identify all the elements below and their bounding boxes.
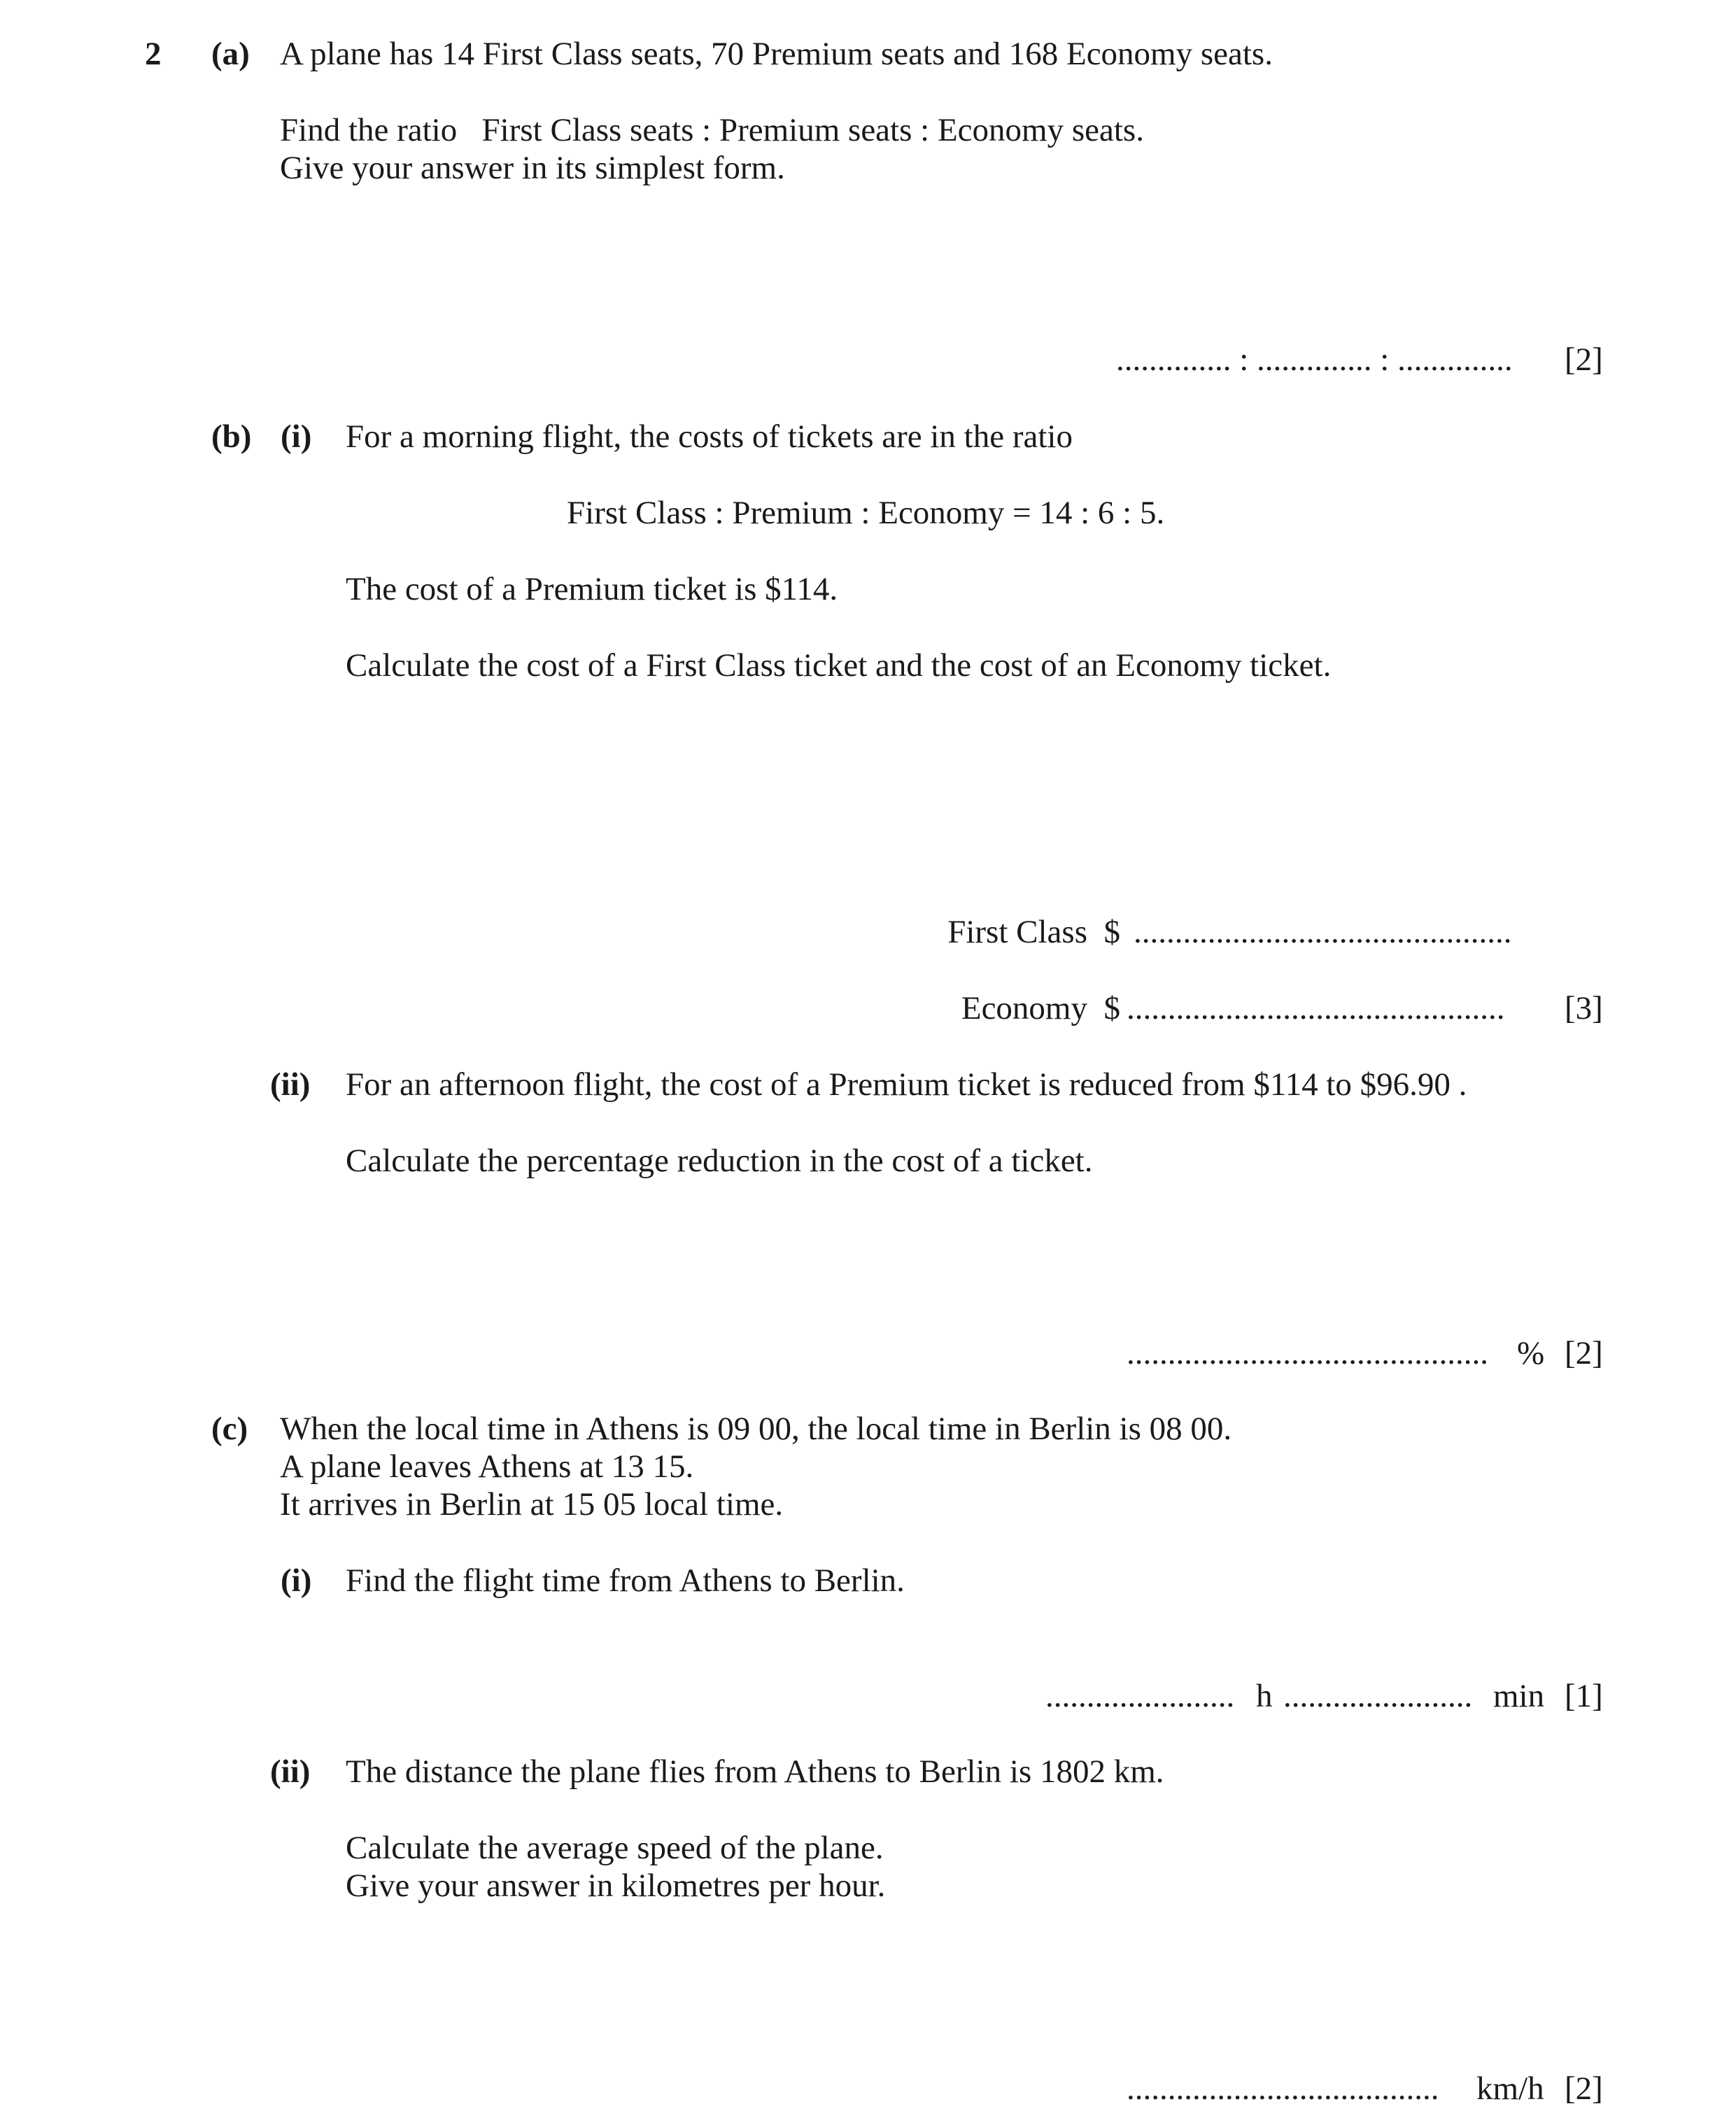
part-b-i-text-3: Calculate the cost of a First Class ticket and the cost of an Economy ticket. bbox=[346, 647, 1332, 684]
part-c-ii-marks: [2] bbox=[1565, 2070, 1603, 2107]
part-c-i-label: (i) bbox=[281, 1562, 312, 1599]
part-b-ii-text-1: For an afternoon flight, the cost of a Premium ticket is reduced from $114 to $96.90 . bbox=[346, 1066, 1467, 1103]
first-class-answer-line[interactable]: .............................................. bbox=[1134, 914, 1512, 950]
part-c-i-hours-unit: h bbox=[1256, 1678, 1273, 1714]
part-c-i-marks: [1] bbox=[1565, 1678, 1603, 1714]
part-c-ii-text-2: Calculate the average speed of the plane. bbox=[346, 1830, 884, 1866]
part-b-i-marks: [3] bbox=[1565, 990, 1603, 1026]
economy-answer-line[interactable]: .............................................. bbox=[1127, 990, 1505, 1026]
part-c-text-2: A plane leaves Athens at 13 15. bbox=[280, 1448, 694, 1485]
part-a-marks: [2] bbox=[1565, 341, 1603, 378]
part-b-ii-text-2: Calculate the percentage reduction in the cost of a ticket. bbox=[346, 1143, 1093, 1179]
part-c-ii-unit: km/h bbox=[1476, 2070, 1544, 2107]
part-b-i-text-2: The cost of a Premium ticket is $114. bbox=[346, 571, 838, 607]
part-b-ii-answer-line[interactable]: ............................................ bbox=[1127, 1335, 1488, 1371]
part-a-text-3: Give your answer in its simplest form. bbox=[280, 150, 785, 186]
part-c-ii-answer-line[interactable]: ...................................... bbox=[1127, 2070, 1439, 2107]
first-class-answer-label: First Class $ bbox=[947, 914, 1120, 950]
part-b-ii-unit: % bbox=[1517, 1335, 1545, 1371]
part-b-ii-label: (ii) bbox=[270, 1066, 311, 1103]
part-a-answer-line[interactable]: .............. : .............. : .............. bbox=[1116, 341, 1513, 378]
part-c-i-minutes-unit: min bbox=[1493, 1678, 1545, 1714]
part-c-ii-text-3: Give your answer in kilometres per hour. bbox=[346, 1868, 886, 1904]
part-b-i-ratio: First Class : Premium : Economy = 14 : 6 : 5. bbox=[567, 495, 1165, 531]
part-c-text-3: It arrives in Berlin at 15 05 local time. bbox=[280, 1486, 784, 1523]
part-c-i-hours-line[interactable]: ....................... bbox=[1045, 1678, 1235, 1714]
part-c-i-text-1: Find the flight time from Athens to Berlin. bbox=[346, 1562, 905, 1599]
part-c-ii-text-1: The distance the plane flies from Athens to Berlin is 1802 km. bbox=[346, 1753, 1164, 1790]
part-b-ii-marks: [2] bbox=[1565, 1335, 1603, 1371]
part-b-i-text-1: For a morning flight, the costs of tickets are in the ratio bbox=[346, 418, 1073, 455]
part-a-text-2: Find the ratio First Class seats : Premium seats : Economy seats. bbox=[280, 112, 1144, 148]
part-c-label: (c) bbox=[211, 1411, 248, 1447]
part-b-i-label: (i) bbox=[281, 418, 312, 455]
part-c-text-1: When the local time in Athens is 09 00, the local time in Berlin is 08 00. bbox=[280, 1411, 1232, 1447]
part-a-label: (a) bbox=[211, 36, 250, 72]
part-c-i-minutes-line[interactable]: ....................... bbox=[1283, 1678, 1473, 1714]
part-a-text-1: A plane has 14 First Class seats, 70 Premium seats and 168 Economy seats. bbox=[280, 36, 1273, 72]
economy-answer-label: Economy $ bbox=[961, 990, 1120, 1026]
part-c-ii-label: (ii) bbox=[270, 1753, 311, 1790]
question-number: 2 bbox=[145, 36, 162, 72]
part-b-label: (b) bbox=[211, 418, 252, 455]
